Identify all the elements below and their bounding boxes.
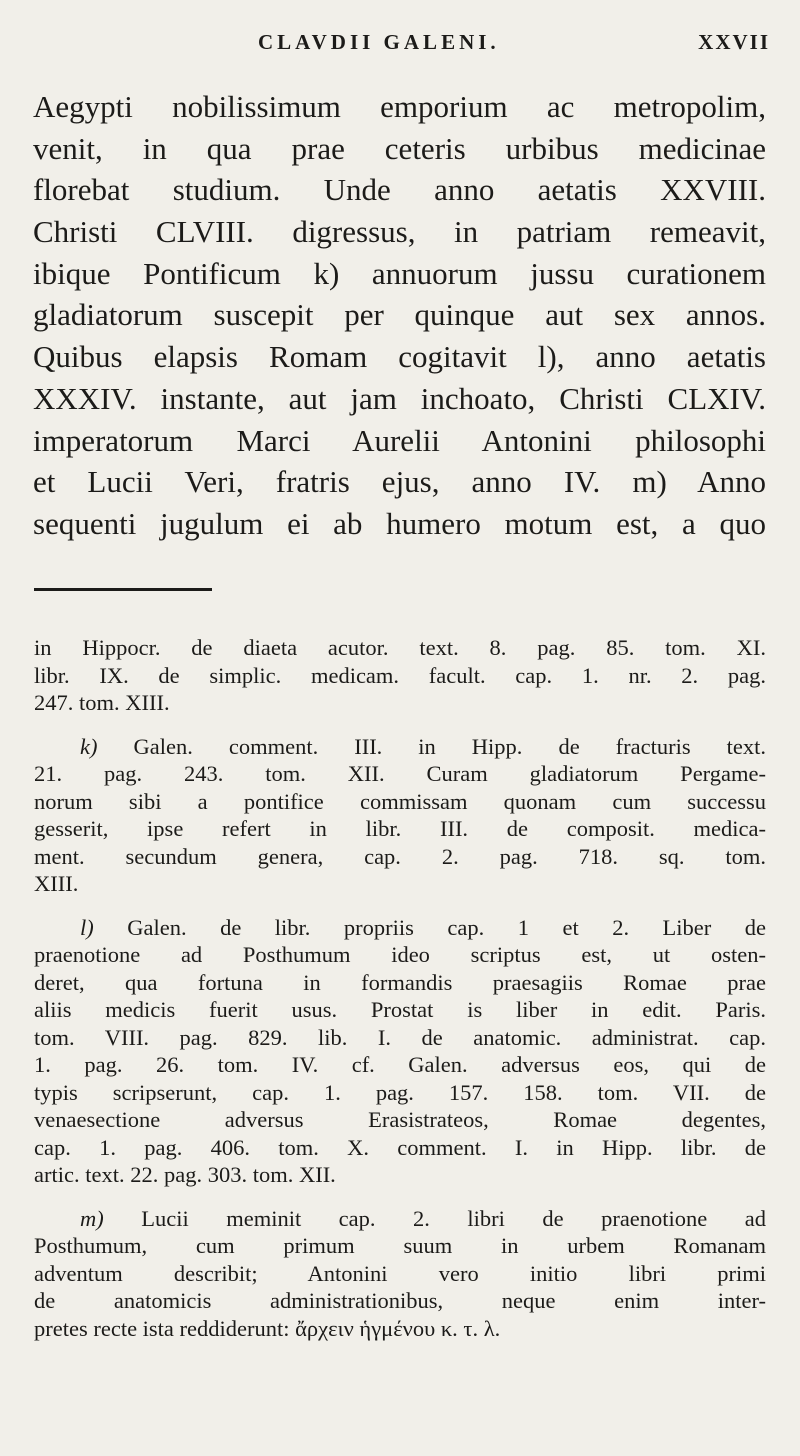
footnote-line: venaesectione adversus Erasistrateos, Romae degentes,	[34, 1107, 766, 1132]
footnote-mark: k)	[80, 733, 98, 759]
footnote-line: in Hippocr. de diaeta acutor. text. 8. pag. 85. tom. XI.	[34, 635, 766, 660]
footnote-line: Galen. comment. III. in Hipp. de fracturis text.	[133, 733, 767, 759]
running-header	[0, 30, 800, 60]
footnote-line: de anatomicis administrationibus, neque enim inter-	[34, 1288, 766, 1313]
footnote-line: praenotione ad Posthumum ideo scriptus est, ut osten-	[34, 942, 766, 967]
footnote-separator-rule	[34, 588, 212, 591]
footnote-line: norum sibi a pontifice commissam quonam cum successu	[34, 788, 766, 814]
footnote-line: ment. secundum genera, cap. 2. pag. 718. sq. tom.	[34, 843, 766, 869]
main-line: venit, in qua prae ceteris urbibus medicinae	[33, 130, 766, 166]
footnote-line: cap. 1. pag. 406. tom. X. comment. I. in Hipp. libr. de	[34, 1134, 766, 1160]
main-line: et Lucii Veri, fratris ejus, anno IV. m) Anno	[33, 464, 766, 500]
page-number: XXVII	[698, 30, 770, 54]
footnote-line: 21. pag. 243. tom. XII. Curam gladiatorum Pergame-	[34, 761, 766, 786]
footnote-first-line	[34, 1205, 766, 1233]
footnote-line: libr. IX. de simplic. medicam. facult. cap. 1. nr. 2. pag.	[34, 662, 766, 688]
main-line: imperatorum Marci Aurelii Antonini philosophi	[33, 422, 766, 458]
main-line: Aegypti nobilissimum emporium ac metropolim,	[33, 89, 766, 124]
footnote-line: artic. text. 22. pag. 303. tom. XII.	[34, 1162, 336, 1187]
footnote-mark: l)	[80, 914, 94, 940]
footnote-line: pretes recte ista reddiderunt: ἄρχειν ἡγμένου κ. τ. λ.	[34, 1315, 501, 1341]
footnote-mark: m)	[80, 1205, 104, 1231]
running-title: CLAVDII GALENI.	[258, 30, 500, 54]
footnote-line: tom. VIII. pag. 829. lib. I. de anatomic. administrat. cap.	[34, 1024, 766, 1050]
footnote-line: gesserit, ipse refert in libr. III. de composit. medica-	[34, 816, 766, 841]
footnote-line: Galen. de libr. propriis cap. 1 et 2. Liber de	[127, 914, 767, 940]
main-text	[33, 86, 766, 545]
footnote-line: typis scripserunt, cap. 1. pag. 157. 158. tom. VII. de	[34, 1079, 766, 1105]
footnote-first-line	[34, 733, 766, 761]
footnote-line: aliis medicis fuerit usus. Prostat is liber in edit. Paris.	[34, 997, 766, 1022]
main-line: XXXIV. instante, aut jam inchoato, Christi CLXIV.	[33, 380, 766, 416]
footnote-line: XIII.	[34, 871, 79, 896]
footnote-line: Lucii meminit cap. 2. libri de praenotione ad	[141, 1205, 766, 1231]
footnote-line: Posthumum, cum primum suum in urbem Romanam	[34, 1233, 766, 1258]
footnote-k	[34, 733, 766, 898]
footnote-line: deret, qua fortuna in formandis praesagiis Romae prae	[34, 969, 766, 995]
main-line: Quibus elapsis Romam cogitavit l), anno aetatis	[33, 339, 766, 375]
main-line: ibique Pontificum k) annuorum jussu curationem	[33, 255, 766, 291]
main-line: florebat studium. Unde anno aetatis XXVIII.	[33, 172, 766, 208]
main-line: gladiatorum suscepit per quinque aut sex annos.	[33, 297, 766, 333]
footnote-first-line	[34, 914, 766, 942]
main-line: Christi CLVIII. digressus, in patriam remeavit,	[33, 214, 766, 250]
footnote-line: 247. tom. XIII.	[34, 690, 170, 715]
footnotes	[34, 634, 766, 1358]
footnote-continued	[34, 634, 766, 717]
footnote-m	[34, 1205, 766, 1343]
footnote-line: 1. pag. 26. tom. IV. cf. Galen. adversus eos, qui de	[34, 1052, 766, 1077]
footnote-line: adventum describit; Antonini vero initio libri primi	[34, 1260, 766, 1286]
main-line: sequenti jugulum ei ab humero motum est, a quo	[33, 505, 766, 541]
footnote-l	[34, 914, 766, 1189]
